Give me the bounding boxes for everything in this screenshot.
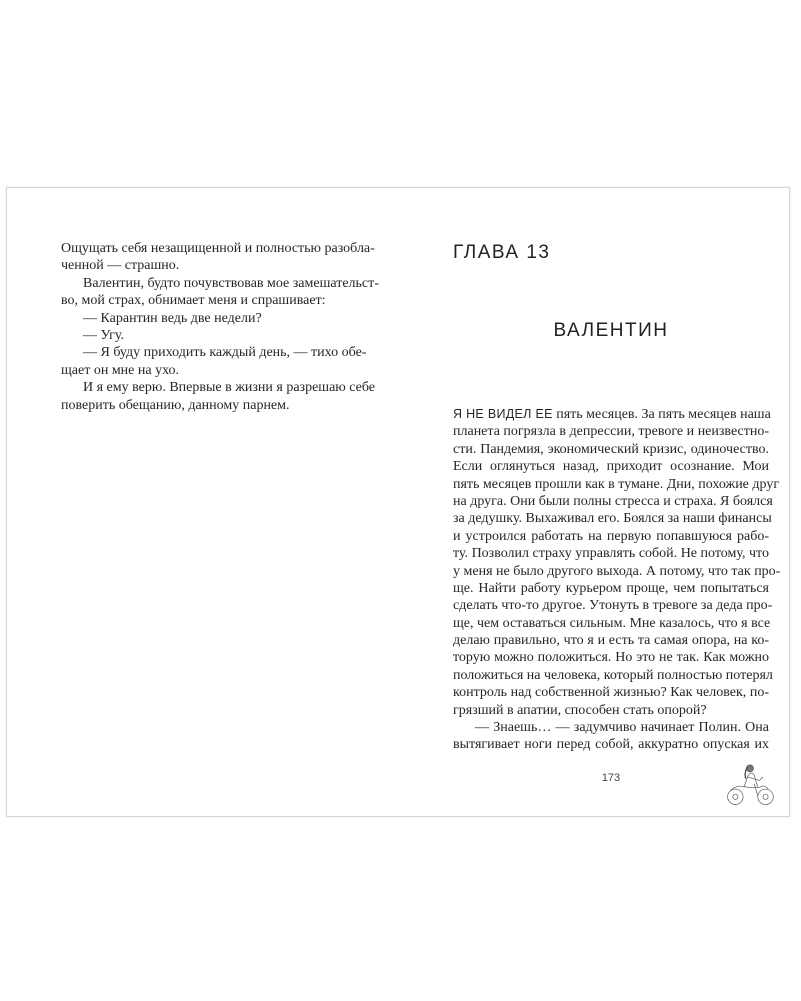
lead-in-caps: Я НЕ ВИДЕЛ ЕЕ xyxy=(453,407,553,421)
text-line: за дедушку. Выхаживал его. Боялся за наши финансы xyxy=(453,511,772,527)
text-line: ще, чем оставаться сильным. Мне казалось, что я все xyxy=(453,615,771,631)
text-line: сделать что-то другое. Утонуть в тревоге за деда про- xyxy=(453,598,773,614)
text-line: — Угу. xyxy=(83,327,125,343)
text-line: — Я буду приходить каждый день, — тихо обе- xyxy=(83,345,367,361)
text-line: — Карантин ведь две недели? xyxy=(83,310,262,326)
text-line: поверить обещанию, данному парнем. xyxy=(61,397,290,413)
text-line: сти. Пандемия, экономический кризис, одиночество. xyxy=(453,441,769,457)
text-line: щает он мне на ухо. xyxy=(61,362,180,378)
motorcycle-rider-illustration xyxy=(722,758,778,808)
text-line: во, мой страх, обнимает меня и спрашивает: xyxy=(61,293,326,309)
text-line: пять месяцев прошли как в тумане. Дни, похожие друг xyxy=(453,476,780,492)
right-page-text xyxy=(453,406,781,754)
chapter-title: ВАЛЕНТИН xyxy=(553,320,669,341)
text-line: планета погрязла в депрессии, тревоге и неизвестно- xyxy=(453,424,769,440)
text-line: делаю правильно, что я и есть та самая опора, на ко- xyxy=(453,633,769,649)
text-line: Валентин, будто почувствовав мое замешательст- xyxy=(83,275,379,291)
text-line: контроль над собственной жизнью? Как человек, по- xyxy=(453,685,769,701)
text-line: — Знаешь… — задумчиво начинает Полин. Она xyxy=(475,720,769,736)
text-line: вытягивает ноги перед собой, аккуратно опуская их xyxy=(453,737,769,753)
text-line: торую можно положиться. Но это не так. Как можно xyxy=(453,650,769,666)
text-line: ченной — страшно. xyxy=(61,258,180,274)
first-line xyxy=(453,406,769,423)
first-line-text: пять месяцев. За пять месяцев наша xyxy=(556,407,771,422)
text-line: И я ему верю. Впервые в жизни я разрешаю себе xyxy=(83,380,375,396)
text-line: у меня не было другого выхода. А потому, что так про- xyxy=(453,563,781,579)
chapter-label: ГЛАВА 13 xyxy=(453,242,551,263)
text-line: Если оглянуться назад, приходит осознание. Мои xyxy=(453,459,769,475)
text-line: ту. Позволил страху управлять собой. Не потому, что xyxy=(453,546,769,562)
text-line: на друга. Они были полны стресса и страха. Я боялся xyxy=(453,493,773,509)
text-line: и устроился работать на первую попавшуюся рабо- xyxy=(453,528,769,544)
page-number: 173 xyxy=(601,772,621,784)
text-line: Ощущать себя незащищенной и полностью разобла- xyxy=(61,241,375,256)
text-line: положиться на человека, который полностью потерял xyxy=(453,667,773,683)
text-line: ще. Найти работу курьером проще, чем попытаться xyxy=(453,580,769,596)
left-page-text xyxy=(61,240,379,414)
text-line: грязший в апатии, способен стать опорой? xyxy=(453,702,707,718)
book-spread xyxy=(6,187,790,817)
